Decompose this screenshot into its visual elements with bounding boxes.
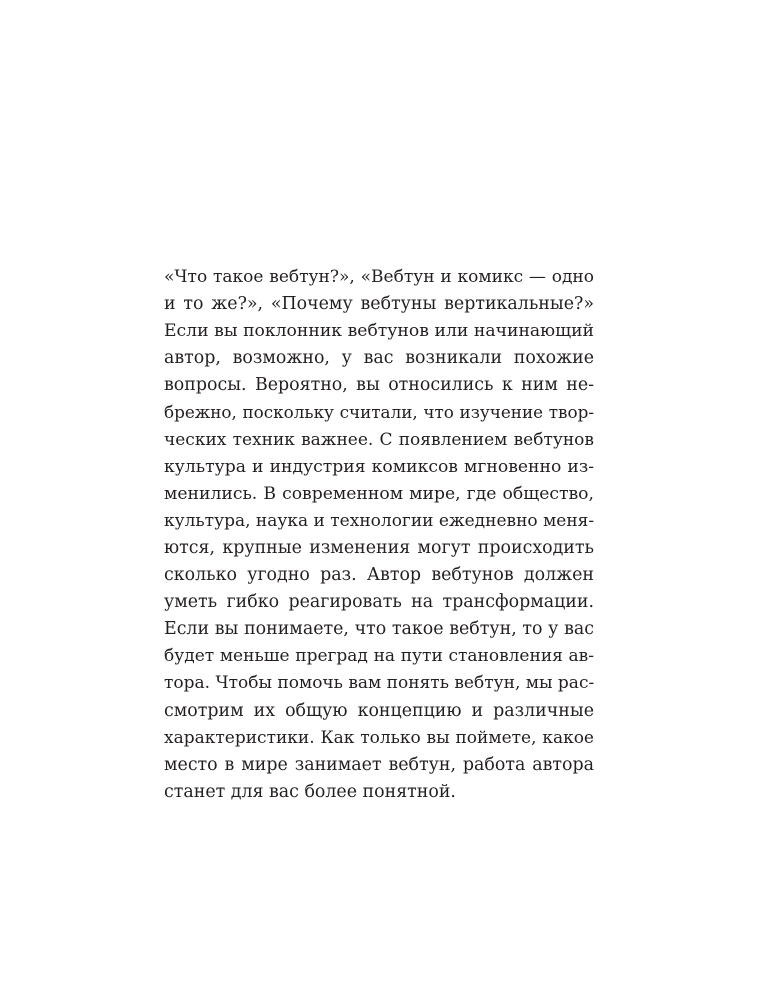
body-paragraph <box>164 264 594 806</box>
paragraph-line: уметь гибко реагировать на трансформации. <box>164 592 594 613</box>
paragraph-line: характеристики. Как только вы поймете, какое <box>164 727 594 748</box>
paragraph-line: культура, наука и технологии ежедневно меня- <box>164 510 595 531</box>
paragraph-line: ются, крупные изменения могут происходить <box>164 537 594 558</box>
paragraph-line: тора. Чтобы помочь вам понять вебтун, мы рас- <box>164 673 595 694</box>
paragraph-line: автор, возможно, у вас возникали похожие <box>164 348 594 369</box>
paragraph-line: станет для вас более понятной. <box>164 781 456 802</box>
paragraph-line: место в мире занимает вебтун, работа автора <box>164 754 594 775</box>
paragraph-line: и то же?», «Почему вебтуны вертикальные?» <box>164 294 594 315</box>
paragraph-line: будет меньше преград на пути становления ав- <box>164 646 594 667</box>
paragraph-line: ческих техник важнее. С появлением вебтунов <box>164 429 594 450</box>
paragraph-line: смотрим их общую концепцию и различные <box>164 700 594 721</box>
paragraph-line: Если вы поклонник вебтунов или начинающий <box>164 321 594 342</box>
paragraph-line: брежно, поскольку считали, что изучение твор- <box>164 402 594 423</box>
paragraph-line: сколько угодно раз. Автор вебтунов должен <box>164 565 594 586</box>
paragraph-line: Если вы понимаете, что такое вебтун, то у вас <box>164 619 594 640</box>
paragraph-line: «Что такое вебтун?», «Вебтун и комикс — одно <box>164 267 594 287</box>
paragraph-line: менились. В современном мире, где общество, <box>164 483 594 504</box>
paragraph-line: вопросы. Вероятно, вы относились к ним не- <box>164 375 594 396</box>
paragraph-line: культура и индустрия комиксов мгновенно из- <box>164 456 594 477</box>
